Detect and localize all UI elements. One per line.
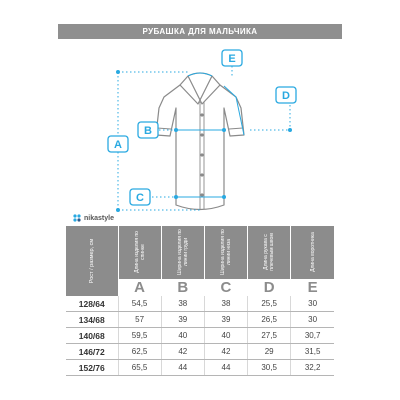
measure-cell: 44 — [204, 360, 247, 376]
measure-cell: 44 — [161, 360, 204, 376]
table-row — [66, 296, 334, 312]
marker-c — [130, 189, 150, 205]
measure-cell: 30 — [291, 296, 334, 312]
measure-cell: 42 — [161, 344, 204, 360]
header-size: Рост / размер, см — [66, 226, 118, 296]
marker-e — [222, 50, 242, 66]
measure-cell: 30 — [291, 312, 334, 328]
header-a: Длина изделия по спинке A — [118, 226, 161, 296]
brand-logo — [72, 213, 114, 223]
size-cell: 128/64 — [66, 296, 118, 312]
measure-cell: 40 — [161, 328, 204, 344]
page-title: РУБАШКА ДЛЯ МАЛЬЧИКА — [142, 27, 258, 36]
marker-e-label: E — [228, 53, 236, 65]
measure-cell: 39 — [161, 312, 204, 328]
marker-a-label: A — [114, 139, 122, 151]
measure-cell: 40 — [204, 328, 247, 344]
measure-cell: 30,5 — [248, 360, 291, 376]
header-b: Ширина изделия по линии груди B — [161, 226, 204, 296]
table-row — [66, 312, 334, 328]
measure-cell: 57 — [118, 312, 161, 328]
table-row — [66, 360, 334, 376]
measure-cell: 25,5 — [248, 296, 291, 312]
marker-b — [138, 122, 158, 138]
measure-cell: 54,5 — [118, 296, 161, 312]
marker-d — [276, 87, 296, 103]
header-d: Длина рукава с плечевым швом D — [248, 226, 291, 296]
marker-a — [108, 136, 128, 152]
size-cell: 152/76 — [66, 360, 118, 376]
measure-cell: 31,5 — [291, 344, 334, 360]
header-e: Длина воротника E — [291, 226, 334, 296]
measure-cell: 26,5 — [248, 312, 291, 328]
size-cell: 146/72 — [66, 344, 118, 360]
measure-cell: 29 — [248, 344, 291, 360]
size-table — [66, 226, 334, 376]
size-table-header — [66, 226, 334, 296]
measure-cell: 32,2 — [291, 360, 334, 376]
size-cell: 140/68 — [66, 328, 118, 344]
measure-cell: 59,5 — [118, 328, 161, 344]
size-cell: 134/68 — [66, 312, 118, 328]
measure-cell: 65,5 — [118, 360, 161, 376]
brand-name: nikastyle — [84, 214, 114, 222]
marker-b-label: B — [144, 125, 152, 137]
table-row — [66, 328, 334, 344]
measure-cell: 30,7 — [291, 328, 334, 344]
measure-cell: 62,5 — [118, 344, 161, 360]
measure-cell: 38 — [204, 296, 247, 312]
measure-cell: 27,5 — [248, 328, 291, 344]
marker-d-label: D — [282, 90, 290, 102]
marker-c-label: C — [136, 192, 144, 204]
measure-cell: 42 — [204, 344, 247, 360]
measure-cell: 39 — [204, 312, 247, 328]
header-c: Ширина изделия по линии низа C — [204, 226, 247, 296]
table-row — [66, 344, 334, 360]
brand-mark-icon — [72, 213, 82, 223]
measure-cell: 38 — [161, 296, 204, 312]
